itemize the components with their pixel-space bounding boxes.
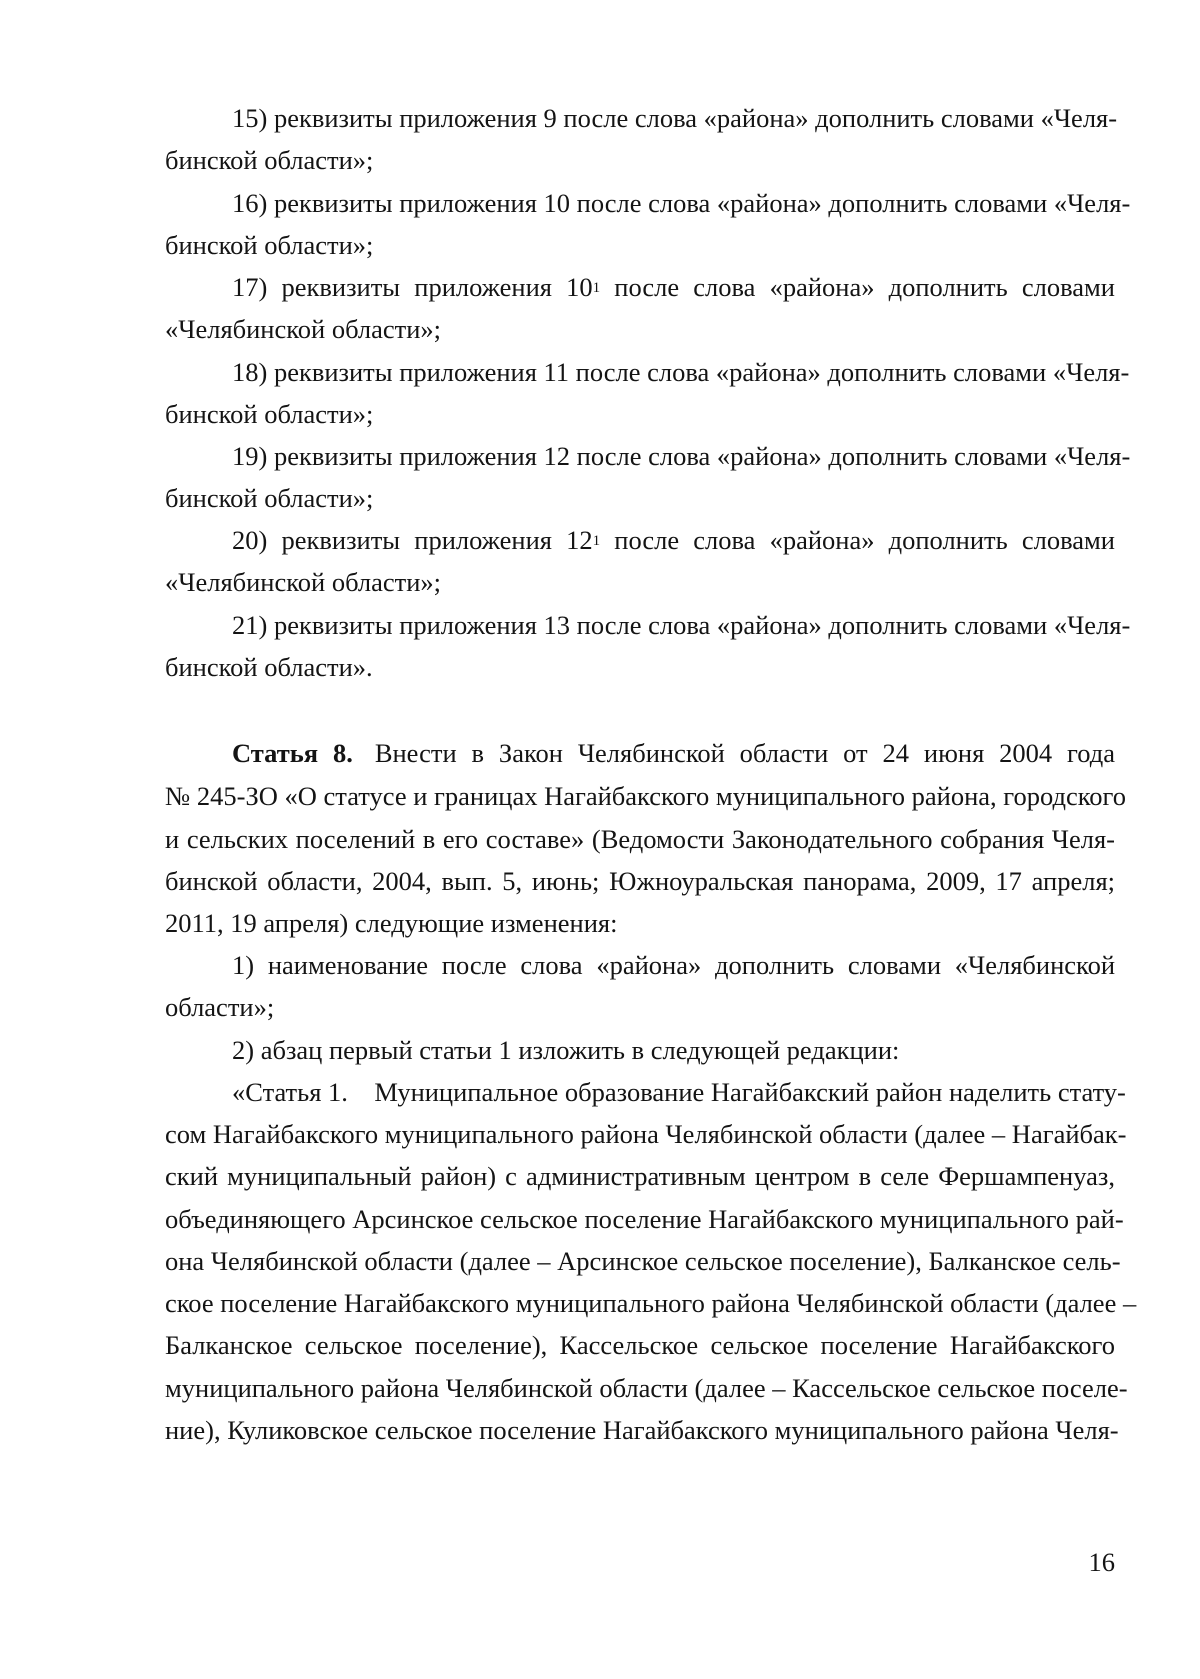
point-1-line-1: 1) наименование после слова «района» дополнить словами «Челябинской: [232, 950, 1115, 980]
quote-line-2: сом Нагайбакского муниципального района Челябинской области (далее – Нагайбак-: [165, 1119, 1127, 1149]
item-20-text-b: после слова «района» дополнить словами: [600, 525, 1115, 555]
item-19-line-2: бинской области»;: [165, 483, 374, 513]
item-19-line-1: 19) реквизиты приложения 12 после слова «района» дополнить словами «Челя-: [232, 441, 1131, 471]
item-17-superscript: 1: [592, 280, 601, 296]
quote-line-4: объединяющего Арсинское сельское поселение Нагайбакского муниципального рай-: [165, 1204, 1124, 1234]
quote-line-5: она Челябинской области (далее – Арсинское сельское поселение), Балканское сель-: [165, 1246, 1121, 1276]
article-8-line-2: № 245-ЗО «О статусе и границах Нагайбакского муниципального района, городского: [165, 781, 1126, 811]
quote-line-8: муниципального района Челябинской области (далее – Кассельское сельское поселе-: [165, 1373, 1128, 1403]
item-20-superscript: 1: [592, 533, 601, 549]
item-17-text-a: 17) реквизиты приложения 10: [232, 272, 593, 302]
item-17-text-b: после слова «района» дополнить словами: [600, 272, 1115, 302]
item-18-line-2: бинской области»;: [165, 399, 374, 429]
quote-line-9: ние), Куликовское сельское поселение Нагайбакского муниципального района Челя-: [165, 1415, 1119, 1445]
item-21-line-2: бинской области».: [165, 652, 373, 682]
item-21-line-1: 21) реквизиты приложения 13 после слова «района» дополнить словами «Челя-: [232, 610, 1131, 640]
item-20-line-2: «Челябинской области»;: [165, 567, 442, 597]
article-8-intro: Внести в Закон Челябинской области от 24 июня 2004 года: [374, 738, 1115, 768]
item-15-line-1: 15) реквизиты приложения 9 после слова «района» дополнить словами «Челя-: [232, 103, 1118, 133]
item-16-line-2: бинской области»;: [165, 230, 374, 260]
article-8-line-3: и сельских поселений в его составе» (Ведомости Законодательного собрания Челя-: [165, 824, 1115, 854]
item-16-line-1: 16) реквизиты приложения 10 после слова «района» дополнить словами «Челя-: [232, 188, 1131, 218]
article-8-line-1: [232, 737, 1115, 769]
article-8-heading: Статья 8.: [232, 738, 353, 768]
item-20-line-1: [232, 524, 1115, 556]
article-8-line-4: бинской области, 2004, вып. 5, июнь; Южноуральская панорама, 2009, 17 апреля;: [165, 866, 1115, 896]
point-2-line: 2) абзац первый статьи 1 изложить в следующей редакции:: [232, 1035, 900, 1065]
quote-line-1: «Статья 1. Муниципальное образование Нагайбакский район наделить стату-: [232, 1077, 1126, 1107]
item-17-line-2: «Челябинской области»;: [165, 314, 442, 344]
quote-line-7: Балканское сельское поселение), Кассельское сельское поселение Нагайбакского: [165, 1330, 1115, 1360]
item-17-line-1: [232, 271, 1115, 303]
page-number: 16: [1088, 1547, 1115, 1577]
point-1-line-2: области»;: [165, 992, 275, 1022]
item-20-text-a: 20) реквизиты приложения 12: [232, 525, 593, 555]
item-18-line-1: 18) реквизиты приложения 11 после слова «района» дополнить словами «Челя-: [232, 357, 1130, 387]
quote-line-6: ское поселение Нагайбакского муниципального района Челябинской области (далее –: [165, 1288, 1137, 1318]
item-15-line-2: бинской области»;: [165, 145, 374, 175]
article-8-line-5: 2011, 19 апреля) следующие изменения:: [165, 908, 618, 938]
quote-line-3: ский муниципальный район) с административным центром в селе Фершампенуаз,: [165, 1161, 1115, 1191]
